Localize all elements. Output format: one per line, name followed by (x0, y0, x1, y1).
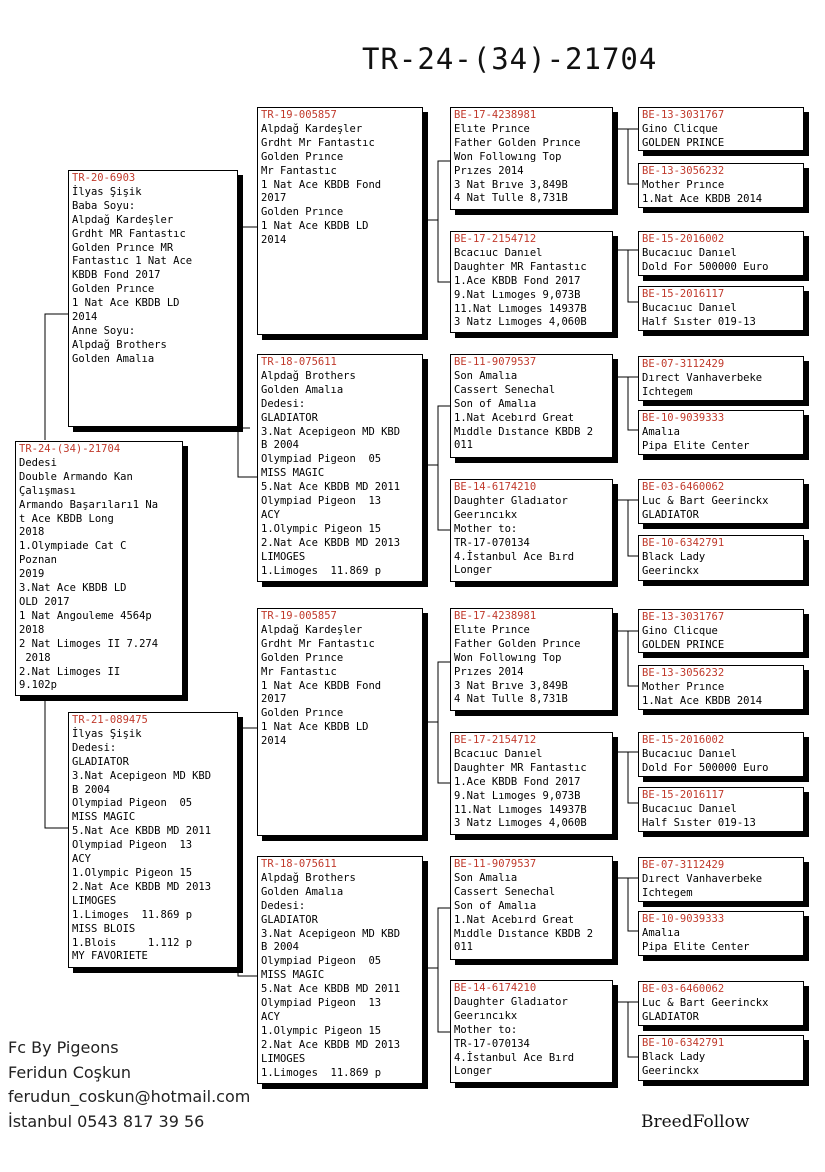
pedigree-text-line: Golden Prınce (72, 283, 155, 296)
pedigree-text-line: Double Armando Kan (19, 470, 133, 483)
pedigree-text-line: 1.Limoges 11.869 p (261, 1066, 382, 1079)
ring-number: BE-17-2154712 (454, 734, 537, 746)
pedigree-text-line: Father Golden Prınce (454, 136, 581, 149)
pedigree-text-line: 1 Nat Ace KBDB LD (261, 220, 369, 233)
pedigree-text-line: Dold For 500000 Euro (642, 260, 769, 273)
pedigree-text-line: Son Amalıa (454, 871, 518, 884)
pedigree-text-line: Daughter Gladıator (454, 494, 568, 507)
pedigree-text-line: 1 Nat Ace KBDB LD (72, 297, 180, 310)
pedigree-text-line: Golden Amalıa (261, 885, 344, 898)
pedigree-text-line: Bucacıuc Danıel (642, 246, 737, 259)
pedigree-text-line: Ichtegem (642, 886, 693, 899)
ring-number: BE-03-6460062 (642, 983, 725, 995)
pedigree-text-line: 2.Nat Ace KBDB MD 2013 (72, 880, 212, 893)
pedigree-text-line: Alpdağ Brothers (261, 369, 356, 382)
pedigree-text-line: 2017 (261, 192, 287, 205)
pedigree-text-line: Geerinckx (642, 1064, 699, 1077)
pedigree-text-line: B 2004 (261, 941, 299, 954)
pedigree-text-line: 2.Nat Limoges II (19, 665, 121, 678)
great-grandparent-card[interactable] (450, 231, 613, 333)
great-grandparent-card[interactable] (450, 479, 613, 582)
pedigree-text-line: Alpdağ Brothers (72, 338, 167, 351)
great-grandparent-card[interactable] (450, 107, 613, 210)
pedigree-text-line: GLADIATOR (642, 508, 699, 521)
grandparent-card[interactable] (257, 354, 423, 582)
pedigree-text-line: 2 Nat Limoges II 7.274 (19, 637, 159, 650)
pedigree-text-line: Olympiad Pigeon 13 (261, 997, 382, 1010)
gen4-ancestor-card[interactable] (638, 535, 804, 581)
pedigree-text-line: 1.Olympic Pigeon 15 (261, 1024, 382, 1037)
pedigree-text-line: Golden Prınce MR (72, 241, 174, 254)
grandparent-card[interactable] (257, 107, 423, 335)
pedigree-text-line: Golden Prınce (261, 651, 344, 664)
pedigree-text-line: İlyas Şişik (72, 727, 142, 740)
pedigree-text-line: GOLDEN PRINCE (642, 638, 725, 651)
pedigree-text-line: Armando Başarıları1 Na (19, 498, 159, 511)
pedigree-text-line: Alpdağ Kardeşler (72, 213, 174, 226)
ring-number: TR-18-075611 (261, 858, 337, 870)
pedigree-text-line: 5.Nat Ace KBDB MD 2011 (72, 825, 212, 838)
pedigree-text-line: GLADIATOR (72, 755, 129, 768)
pedigree-text-line: Grdht MR Fantastıc (72, 227, 186, 240)
pedigree-text-line: Bucacıuc Danıel (642, 802, 737, 815)
pedigree-text-line: MISS MAGIC (261, 969, 325, 982)
pedigree-text-line: Dedesi: (261, 397, 306, 410)
pedigree-text-line: Anne Soyu: (72, 324, 136, 337)
pedigree-text-line: LIMOGES (261, 550, 306, 563)
pedigree-text-line: İlyas Şişik (72, 185, 142, 198)
pedigree-text-line: Dırect Vanhaverbeke (642, 872, 763, 885)
pedigree-text-line: Son of Amalıa (454, 899, 537, 912)
ring-number: BE-13-3031767 (642, 611, 725, 623)
pedigree-text-line: Elıte Prınce (454, 623, 530, 636)
sire-card[interactable] (68, 170, 238, 427)
pedigree-text-line: Fantastıc 1 Nat Ace (72, 255, 193, 268)
ring-number: BE-17-2154712 (454, 233, 537, 245)
great-grandparent-card[interactable] (450, 354, 613, 458)
pedigree-text-line: 2018 (19, 623, 45, 636)
pedigree-text-line: Amalıa (642, 926, 680, 939)
pedigree-text-line: Bcacıuc Danıel (454, 747, 543, 760)
pedigree-text-line: LIMOGES (72, 894, 117, 907)
pedigree-text-line: ACY (261, 1010, 280, 1023)
pedigree-text-line: 3 Natz Lımoges 4,060B (454, 316, 587, 329)
pedigree-text-line: 9.102p (19, 679, 57, 692)
pedigree-text-line: Bucacıuc Danıel (642, 747, 737, 760)
pedigree-text-line: Poznan (19, 554, 57, 567)
gen4-ancestor-card[interactable] (638, 231, 804, 276)
great-grandparent-card[interactable] (450, 980, 613, 1083)
ring-number: BE-07-3112429 (642, 859, 725, 871)
pedigree-text-line: 1 Nat Angouleme 4564p (19, 609, 152, 622)
breeder-loft-name: Fc By Pigeons (8, 1038, 119, 1057)
ring-number: BE-15-2016117 (642, 288, 725, 300)
ring-number: TR-18-075611 (261, 356, 337, 368)
pedigree-text-line: Mother to: (454, 1023, 518, 1036)
pedigree-text-line: 3 Natz Lımoges 4,060B (454, 817, 587, 830)
pedigree-text-line: 2014 (72, 311, 98, 324)
pedigree-text-line: Luc & Bart Geerinckx (642, 996, 769, 1009)
pedigree-text-line: Mr Fantastıc (261, 665, 337, 678)
pedigree-text-line: Geerinckx (642, 564, 699, 577)
pedigree-text-line: 2014 (261, 234, 287, 247)
pedigree-text-line: Prızes 2014 (454, 665, 524, 678)
pedigree-text-line: Alpdağ Kardeşler (261, 122, 363, 135)
great-grandparent-card[interactable] (450, 856, 613, 960)
pedigree-text-line: 1.Ace KBDB Fond 2017 (454, 274, 581, 287)
pedigree-text-line: ACY (261, 508, 280, 521)
pedigree-text-line: Grdht Mr Fantastıc (261, 136, 375, 149)
pedigree-text-line: Luc & Bart Geerinckx (642, 494, 769, 507)
great-grandparent-card[interactable] (450, 608, 613, 711)
gen4-ancestor-card[interactable] (638, 665, 804, 710)
pedigree-text-line: Grdht Mr Fantastıc (261, 637, 375, 650)
pedigree-text-line: GLADIATOR (261, 913, 318, 926)
gen4-ancestor-card[interactable] (638, 911, 804, 956)
pedigree-text-line: MY FAVORIETE (72, 950, 148, 963)
pedigree-text-line: 3 Nat Brıve 3,849B (454, 679, 568, 692)
pedigree-text-line: 5.Nat Ace KBDB MD 2011 (261, 481, 401, 494)
great-grandparent-card[interactable] (450, 732, 613, 835)
pedigree-text-line: 3.Nat Acepigeon MD KBD (261, 927, 401, 940)
ring-number: BE-11-9079537 (454, 356, 537, 368)
pedigree-text-line: Won Followıng Top (454, 150, 562, 163)
ring-number: BE-15-2016117 (642, 789, 725, 801)
gen4-ancestor-card[interactable] (638, 479, 804, 524)
dam-card[interactable] (68, 712, 238, 968)
pedigree-text-line: Daughter MR Fantastıc (454, 761, 587, 774)
pedigree-text-line: Pipa Elite Center (642, 940, 750, 953)
ring-number: BE-10-9039333 (642, 412, 725, 424)
pedigree-text-line: Ichtegem (642, 385, 693, 398)
pedigree-text-line: 1.Nat Ace KBDB 2014 (642, 694, 763, 707)
pedigree-text-line: Çalışması (19, 484, 76, 497)
breeder-name: Feridun Coşkun (8, 1062, 132, 1082)
pedigree-text-line: 1.Olympiade Cat C (19, 540, 127, 553)
ring-number: BE-10-9039333 (642, 913, 725, 925)
pedigree-text-line: 2.Nat Ace KBDB MD 2013 (261, 536, 401, 549)
pedigree-text-line: Father Golden Prınce (454, 637, 581, 650)
pedigree-text-line: Mother to: (454, 522, 518, 535)
pedigree-text-line: Longer (454, 1065, 492, 1078)
ring-number: BE-15-2016002 (642, 233, 725, 245)
pedigree-text-line: Gino Clicque (642, 122, 718, 135)
pedigree-text-line: 1.Limoges 11.869 p (72, 908, 193, 921)
pedigree-text-line: B 2004 (261, 439, 299, 452)
subject-pigeon-card[interactable] (15, 441, 183, 696)
pedigree-text-line: GLADIATOR (261, 411, 318, 424)
gen4-ancestor-card[interactable] (638, 732, 804, 777)
gen4-ancestor-card[interactable] (638, 163, 804, 208)
pedigree-text-line: Olympiad Pigeon 13 (72, 839, 193, 852)
pedigree-text-line: Longer (454, 564, 492, 577)
pedigree-text-line: 1.Nat Ace KBDB 2014 (642, 192, 763, 205)
ring-number: BE-13-3056232 (642, 667, 725, 679)
pedigree-text-line: 3 Nat Brıve 3,849B (454, 178, 568, 191)
ring-number: BE-10-6342791 (642, 1037, 725, 1049)
pedigree-text-line: 1.Ace KBDB Fond 2017 (454, 775, 581, 788)
gen4-ancestor-card[interactable] (638, 787, 804, 832)
pedigree-text-line: 1 Nat Ace KBDB Fond (261, 679, 382, 692)
pedigree-text-line: TR-17-070134 (454, 1037, 530, 1050)
breeder-phone: İstanbul 0543 817 39 56 (8, 1111, 205, 1131)
gen4-ancestor-card[interactable] (638, 609, 804, 653)
pedigree-text-line: 2019 (19, 568, 45, 581)
pedigree-text-line: t Ace KBDB Long (19, 512, 114, 525)
gen4-ancestor-card[interactable] (638, 981, 804, 1026)
pedigree-text-line: 9.Nat Lımoges 9,073B (454, 789, 581, 802)
pedigree-text-line: Gino Clicque (642, 624, 718, 637)
pedigree-text-line: 5.Nat Ace KBDB MD 2011 (261, 983, 401, 996)
pedigree-text-line: 4.İstanbul Ace Bırd (454, 1051, 575, 1064)
pedigree-text-line: 2018 (19, 526, 45, 539)
pedigree-text-line: 1 Nat Ace KBDB Fond (261, 178, 382, 191)
pedigree-text-line: 2017 (261, 693, 287, 706)
pedigree-text-line: 4 Nat Tulle 8,731B (454, 693, 568, 706)
gen4-ancestor-card[interactable] (638, 1035, 804, 1081)
pedigree-text-line: Golden Amalıa (72, 352, 155, 365)
pedigree-text-line: Dedesi: (72, 741, 117, 754)
ring-number: TR-19-005857 (261, 610, 337, 622)
pedigree-title: TR-24-(34)-21704 (362, 42, 658, 76)
pedigree-text-line: 2.Nat Ace KBDB MD 2013 (261, 1038, 401, 1051)
pedigree-text-line: 4.İstanbul Ace Bırd (454, 550, 575, 563)
pedigree-text-line: Cassert Senechal (454, 383, 556, 396)
pedigree-text-line: 2014 (261, 735, 287, 748)
pedigree-text-line: 1 Nat Ace KBDB LD (261, 721, 369, 734)
pedigree-text-line: Black Lady (642, 550, 706, 563)
pedigree-text-line: Amalıa (642, 425, 680, 438)
pedigree-text-line: GOLDEN PRINCE (642, 136, 725, 149)
ring-number: TR-19-005857 (261, 109, 337, 121)
gen4-ancestor-card[interactable] (638, 107, 804, 151)
pedigree-text-line: Dedesi (19, 456, 57, 469)
ring-number: BE-14-6174210 (454, 982, 537, 994)
pedigree-text-line: GLADIATOR (642, 1010, 699, 1023)
pedigree-text-line: Golden Prınce (261, 150, 344, 163)
pedigree-text-line: 3.Nat Acepigeon MD KBD (72, 769, 212, 782)
pedigree-text-line: 2018 (19, 651, 51, 664)
pedigree-text-line: Alpdağ Brothers (261, 871, 356, 884)
pedigree-text-line: Prızes 2014 (454, 164, 524, 177)
ring-number: BE-14-6174210 (454, 481, 537, 493)
pedigree-text-line: Golden Amalıa (261, 383, 344, 396)
pedigree-text-line: 011 (454, 941, 473, 954)
pedigree-text-line: Golden Prınce (261, 206, 344, 219)
ring-number: BE-17-4238981 (454, 610, 537, 622)
pedigree-text-line: Bcacıuc Danıel (454, 246, 543, 259)
pedigree-text-line: Mr Fantastıc (261, 164, 337, 177)
pedigree-text-line: 11.Nat Lımoges 14937B (454, 803, 587, 816)
pedigree-text-line: Dedesi: (261, 899, 306, 912)
gen4-ancestor-card[interactable] (638, 356, 804, 401)
pedigree-text-line: Daughter Gladıator (454, 995, 568, 1008)
pedigree-text-line: Daughter MR Fantastıc (454, 260, 587, 273)
ring-number: BE-03-6460062 (642, 481, 725, 493)
pedigree-text-line: 1.Nat Acebırd Great (454, 411, 575, 424)
ring-number: BE-17-4238981 (454, 109, 537, 121)
pedigree-text-line: Alpdağ Kardeşler (261, 623, 363, 636)
pedigree-text-line: Son of Amalıa (454, 397, 537, 410)
ring-number: TR-20-6903 (72, 172, 136, 184)
pedigree-text-line: Dold For 500000 Euro (642, 761, 769, 774)
pedigree-text-line: MISS MAGIC (72, 811, 136, 824)
pedigree-text-line: Golden Prınce (261, 707, 344, 720)
pedigree-text-line: Half Sıster 019-13 (642, 315, 756, 328)
pedigree-text-line: TR-17-070134 (454, 536, 530, 549)
grandparent-card[interactable] (257, 608, 423, 836)
breeder-contact (8, 1036, 250, 1134)
ring-number: BE-11-9079537 (454, 858, 537, 870)
ring-number: BE-13-3031767 (642, 109, 725, 121)
grandparent-card[interactable] (257, 856, 423, 1084)
pedigree-text-line: B 2004 (72, 783, 110, 796)
pedigree-text-line: 3.Nat Ace KBDB LD (19, 582, 127, 595)
pedigree-text-line: Black Lady (642, 1050, 706, 1063)
pedigree-text-line: 1.Olympic Pigeon 15 (261, 522, 382, 535)
gen4-ancestor-card[interactable] (638, 857, 804, 902)
pedigree-text-line: Mıddle Dıstance KBDB 2 (454, 927, 594, 940)
pedigree-text-line: 1.Olympic Pigeon 15 (72, 866, 193, 879)
pedigree-text-line: 4 Nat Tulle 8,731B (454, 192, 568, 205)
pedigree-text-line: Son Amalıa (454, 369, 518, 382)
brand-logo-text: BreedFollow (641, 1112, 750, 1132)
pedigree-text-line: MISS BLOIS (72, 922, 136, 935)
pedigree-text-line: Half Sıster 019-13 (642, 816, 756, 829)
pedigree-text-line: MISS MAGIC (261, 467, 325, 480)
ring-number: BE-13-3056232 (642, 165, 725, 177)
pedigree-text-line: 9.Nat Lımoges 9,073B (454, 288, 581, 301)
gen4-ancestor-card[interactable] (638, 286, 804, 331)
gen4-ancestor-card[interactable] (638, 410, 804, 455)
ring-number: BE-10-6342791 (642, 537, 725, 549)
pedigree-text-line: Olympiad Pigeon 05 (72, 797, 193, 810)
pedigree-text-line: Baba Soyu: (72, 199, 136, 212)
pedigree-text-line: Elıte Prınce (454, 122, 530, 135)
pedigree-text-line: Geerıncıkx (454, 1009, 518, 1022)
pedigree-text-line: Geerıncıkx (454, 508, 518, 521)
ring-number: BE-07-3112429 (642, 358, 725, 370)
ring-number: BE-15-2016002 (642, 734, 725, 746)
pedigree-text-line: Olympiad Pigeon 05 (261, 453, 382, 466)
ring-number: TR-24-(34)-21704 (19, 443, 121, 455)
pedigree-text-line: Mother Prınce (642, 178, 725, 191)
pedigree-text-line: 1.Nat Acebırd Great (454, 913, 575, 926)
pedigree-text-line: ACY (72, 853, 91, 866)
pedigree-text-line: Mother Prınce (642, 680, 725, 693)
pedigree-text-line: Dırect Vanhaverbeke (642, 371, 763, 384)
pedigree-text-line: 1.Limoges 11.869 p (261, 564, 382, 577)
pedigree-text-line: 11.Nat Lımoges 14937B (454, 302, 587, 315)
pedigree-text-line: 011 (454, 439, 473, 452)
pedigree-text-line: 1.Blois 1.112 p (72, 936, 193, 949)
pedigree-text-line: Pipa Elite Center (642, 439, 750, 452)
pedigree-text-line: KBDB Fond 2017 (72, 269, 161, 282)
pedigree-text-line: 3.Nat Acepigeon MD KBD (261, 425, 401, 438)
breeder-email: ferudun_coskun@hotmail.com (8, 1087, 251, 1106)
pedigree-text-line: OLD 2017 (19, 595, 70, 608)
pedigree-text-line: Olympiad Pigeon 13 (261, 495, 382, 508)
pedigree-text-line: Olympiad Pigeon 05 (261, 955, 382, 968)
ring-number: TR-21-089475 (72, 714, 148, 726)
pedigree-text-line: Mıddle Dıstance KBDB 2 (454, 425, 594, 438)
pedigree-text-line: Cassert Senechal (454, 885, 556, 898)
pedigree-text-line: Bucacıuc Danıel (642, 301, 737, 314)
pedigree-text-line: LIMOGES (261, 1052, 306, 1065)
pedigree-text-line: Won Followıng Top (454, 651, 562, 664)
